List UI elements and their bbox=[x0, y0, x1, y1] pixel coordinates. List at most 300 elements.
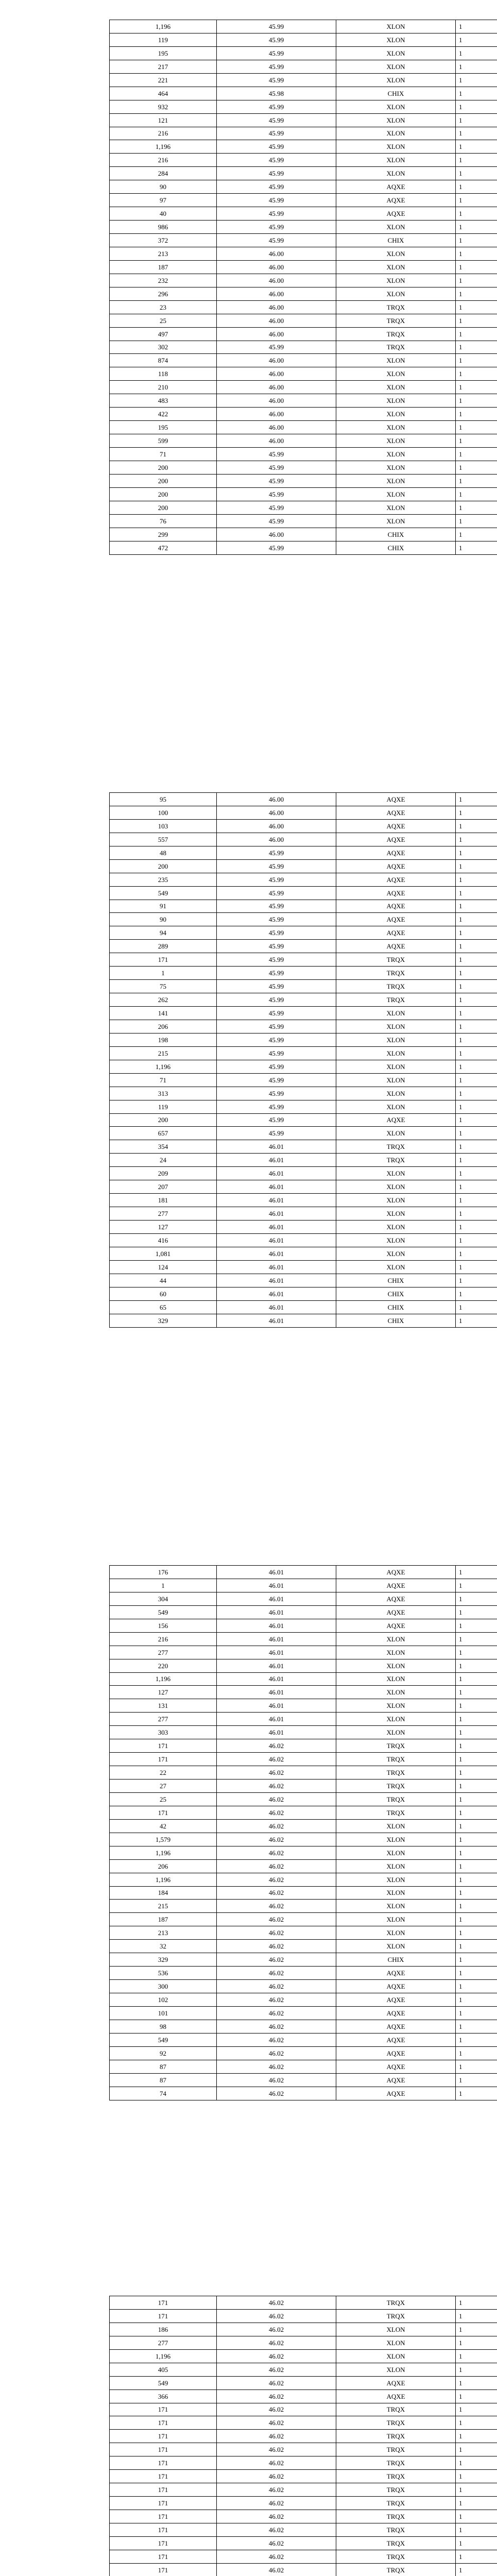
venue-cell: TRQX bbox=[336, 341, 456, 354]
time-cell: 1 bbox=[456, 1940, 497, 1953]
venue-cell: XLON bbox=[336, 1940, 456, 1953]
volume-cell: 289 bbox=[110, 940, 217, 953]
venue-cell: XLON bbox=[336, 434, 456, 448]
time-cell: 1 bbox=[456, 300, 497, 314]
price-cell: 45.99 bbox=[217, 1060, 336, 1073]
volume-cell: 599 bbox=[110, 434, 217, 448]
volume-cell: 329 bbox=[110, 1314, 217, 1327]
venue-cell: TRQX bbox=[336, 2563, 456, 2576]
transaction-row bbox=[110, 2073, 497, 2087]
transaction-row bbox=[110, 846, 497, 859]
venue-cell: TRQX bbox=[336, 1806, 456, 1819]
venue-cell: XLON bbox=[336, 287, 456, 300]
venue-cell: XLON bbox=[336, 20, 456, 33]
transaction-table-3 bbox=[109, 1565, 497, 2100]
price-cell: 45.98 bbox=[217, 87, 336, 100]
time-cell: 1 bbox=[456, 1980, 497, 1993]
volume-cell: 200 bbox=[110, 859, 217, 873]
volume-cell: 372 bbox=[110, 234, 217, 247]
time-cell: 1 bbox=[456, 1926, 497, 1940]
transaction-row bbox=[110, 940, 497, 953]
venue-cell: AQXE bbox=[336, 1619, 456, 1632]
venue-cell: AQXE bbox=[336, 940, 456, 953]
time-cell: 1 bbox=[456, 2073, 497, 2087]
volume-cell: 156 bbox=[110, 1619, 217, 1632]
transaction-row bbox=[110, 1632, 497, 1646]
venue-cell: XLON bbox=[336, 1672, 456, 1686]
volume-cell: 483 bbox=[110, 394, 217, 408]
time-cell: 1 bbox=[456, 113, 497, 127]
transaction-row bbox=[110, 501, 497, 514]
transaction-row bbox=[110, 1180, 497, 1194]
transaction-row bbox=[110, 2349, 497, 2363]
time-cell: 1 bbox=[456, 221, 497, 234]
transaction-row bbox=[110, 381, 497, 394]
time-cell: 1 bbox=[456, 1833, 497, 1846]
time-cell: 1 bbox=[456, 314, 497, 327]
time-cell: 1 bbox=[456, 1953, 497, 1967]
time-cell: 1 bbox=[456, 1859, 497, 1873]
price-cell: 46.02 bbox=[217, 1833, 336, 1846]
volume-cell: 874 bbox=[110, 354, 217, 367]
venue-cell: AQXE bbox=[336, 2060, 456, 2073]
time-cell: 1 bbox=[456, 1087, 497, 1100]
time-cell: 1 bbox=[456, 993, 497, 1007]
time-cell: 1 bbox=[456, 980, 497, 993]
venue-cell: XLON bbox=[336, 1194, 456, 1207]
venue-cell: XLON bbox=[336, 33, 456, 46]
volume-cell: 549 bbox=[110, 1605, 217, 1619]
price-cell: 45.99 bbox=[217, 1073, 336, 1087]
price-cell: 45.99 bbox=[217, 100, 336, 113]
time-cell: 1 bbox=[456, 2550, 497, 2563]
venue-cell: XLON bbox=[336, 60, 456, 73]
price-cell: 46.01 bbox=[217, 1672, 336, 1686]
venue-cell: AQXE bbox=[336, 2033, 456, 2046]
volume-cell: 200 bbox=[110, 474, 217, 487]
time-cell: 1 bbox=[456, 461, 497, 474]
price-cell: 46.02 bbox=[217, 1792, 336, 1806]
volume-cell: 95 bbox=[110, 793, 217, 806]
price-cell: 46.00 bbox=[217, 819, 336, 833]
venue-cell: XLON bbox=[336, 2336, 456, 2349]
time-cell: 1 bbox=[456, 448, 497, 461]
transaction-row bbox=[110, 993, 497, 1007]
time-cell: 1 bbox=[456, 1846, 497, 1859]
venue-cell: XLON bbox=[336, 1632, 456, 1646]
venue-cell: XLON bbox=[336, 1713, 456, 1726]
venue-cell: XLON bbox=[336, 514, 456, 528]
price-cell: 45.99 bbox=[217, 1087, 336, 1100]
volume-cell: 186 bbox=[110, 2323, 217, 2336]
transaction-row bbox=[110, 1579, 497, 1592]
price-cell: 45.99 bbox=[217, 20, 336, 33]
time-cell: 1 bbox=[456, 967, 497, 980]
price-cell: 46.02 bbox=[217, 2006, 336, 2020]
time-cell: 1 bbox=[456, 247, 497, 260]
price-cell: 46.02 bbox=[217, 1859, 336, 1873]
venue-cell: TRQX bbox=[336, 1753, 456, 1766]
venue-cell: TRQX bbox=[336, 2430, 456, 2443]
volume-cell: 213 bbox=[110, 247, 217, 260]
transaction-row bbox=[110, 1566, 497, 1579]
venue-cell: XLON bbox=[336, 1127, 456, 1140]
price-cell: 46.02 bbox=[217, 2389, 336, 2403]
time-cell: 1 bbox=[456, 1900, 497, 1913]
time-cell: 1 bbox=[456, 394, 497, 408]
venue-cell: CHIX bbox=[336, 1314, 456, 1327]
price-cell: 45.99 bbox=[217, 73, 336, 87]
time-cell: 1 bbox=[456, 408, 497, 421]
volume-cell: 206 bbox=[110, 1859, 217, 1873]
venue-cell: XLON bbox=[336, 461, 456, 474]
time-cell: 1 bbox=[456, 1579, 497, 1592]
volume-cell: 171 bbox=[110, 953, 217, 967]
price-cell: 45.99 bbox=[217, 980, 336, 993]
time-cell: 1 bbox=[456, 1566, 497, 1579]
volume-cell: 171 bbox=[110, 2536, 217, 2550]
time-cell: 1 bbox=[456, 1060, 497, 1073]
volume-cell: 216 bbox=[110, 1632, 217, 1646]
volume-cell: 176 bbox=[110, 1566, 217, 1579]
transaction-row bbox=[110, 1221, 497, 1234]
time-cell: 1 bbox=[456, 528, 497, 541]
venue-cell: XLON bbox=[336, 421, 456, 434]
transaction-row bbox=[110, 2483, 497, 2497]
transaction-row bbox=[110, 1686, 497, 1699]
volume-cell: 171 bbox=[110, 2296, 217, 2310]
price-cell: 45.99 bbox=[217, 1033, 336, 1046]
price-cell: 46.01 bbox=[217, 1247, 336, 1260]
volume-cell: 75 bbox=[110, 980, 217, 993]
price-cell: 45.99 bbox=[217, 886, 336, 900]
venue-cell: XLON bbox=[336, 1060, 456, 1073]
transaction-row bbox=[110, 873, 497, 886]
venue-cell: AQXE bbox=[336, 207, 456, 221]
volume-cell: 416 bbox=[110, 1233, 217, 1247]
venue-cell: XLON bbox=[336, 2349, 456, 2363]
time-cell: 1 bbox=[456, 1007, 497, 1020]
transaction-row bbox=[110, 46, 497, 60]
price-cell: 45.99 bbox=[217, 993, 336, 1007]
venue-cell: XLON bbox=[336, 113, 456, 127]
volume-cell: 187 bbox=[110, 260, 217, 274]
venue-cell: TRQX bbox=[336, 314, 456, 327]
venue-cell: XLON bbox=[336, 1833, 456, 1846]
transaction-row bbox=[110, 793, 497, 806]
time-cell: 1 bbox=[456, 846, 497, 859]
price-cell: 46.01 bbox=[217, 1207, 336, 1221]
volume-cell: 94 bbox=[110, 926, 217, 940]
transaction-row bbox=[110, 1592, 497, 1605]
transaction-row bbox=[110, 2376, 497, 2389]
price-cell: 46.02 bbox=[217, 2087, 336, 2100]
time-cell: 1 bbox=[456, 1967, 497, 1980]
transaction-row bbox=[110, 1207, 497, 1221]
volume-cell: 1,579 bbox=[110, 1833, 217, 1846]
price-cell: 46.00 bbox=[217, 381, 336, 394]
transaction-row bbox=[110, 1873, 497, 1886]
volume-cell: 1,196 bbox=[110, 20, 217, 33]
price-cell: 46.00 bbox=[217, 300, 336, 314]
venue-cell: AQXE bbox=[336, 2020, 456, 2033]
venue-cell: TRQX bbox=[336, 2309, 456, 2323]
transaction-row bbox=[110, 1766, 497, 1780]
volume-cell: 24 bbox=[110, 1154, 217, 1167]
venue-cell: TRQX bbox=[336, 1154, 456, 1167]
volume-cell: 102 bbox=[110, 1993, 217, 2007]
price-cell: 46.01 bbox=[217, 1592, 336, 1605]
volume-cell: 536 bbox=[110, 1967, 217, 1980]
time-cell: 1 bbox=[456, 2416, 497, 2430]
transaction-row bbox=[110, 900, 497, 913]
volume-cell: 329 bbox=[110, 1953, 217, 1967]
price-cell: 45.99 bbox=[217, 501, 336, 514]
time-cell: 1 bbox=[456, 60, 497, 73]
volume-cell: 213 bbox=[110, 1926, 217, 1940]
price-cell: 46.02 bbox=[217, 1819, 336, 1833]
price-cell: 45.99 bbox=[217, 127, 336, 140]
venue-cell: XLON bbox=[336, 1247, 456, 1260]
time-cell: 1 bbox=[456, 1753, 497, 1766]
time-cell: 1 bbox=[456, 913, 497, 926]
transaction-row bbox=[110, 327, 497, 341]
price-cell: 46.00 bbox=[217, 408, 336, 421]
transaction-row bbox=[110, 474, 497, 487]
venue-cell: XLON bbox=[336, 1900, 456, 1913]
time-cell: 1 bbox=[456, 2403, 497, 2416]
price-cell: 46.02 bbox=[217, 1940, 336, 1953]
price-cell: 45.99 bbox=[217, 953, 336, 967]
volume-cell: 92 bbox=[110, 2046, 217, 2060]
transaction-row bbox=[110, 234, 497, 247]
venue-cell: XLON bbox=[336, 1180, 456, 1194]
venue-cell: AQXE bbox=[336, 2087, 456, 2100]
venue-cell: TRQX bbox=[336, 2536, 456, 2550]
time-cell: 1 bbox=[456, 1127, 497, 1140]
venue-cell: XLON bbox=[336, 247, 456, 260]
transaction-row bbox=[110, 314, 497, 327]
time-cell: 1 bbox=[456, 873, 497, 886]
price-cell: 45.99 bbox=[217, 967, 336, 980]
transaction-row bbox=[110, 859, 497, 873]
volume-cell: 48 bbox=[110, 846, 217, 859]
transaction-row bbox=[110, 806, 497, 819]
transaction-row bbox=[110, 1274, 497, 1287]
venue-cell: XLON bbox=[336, 1221, 456, 1234]
venue-cell: AQXE bbox=[336, 806, 456, 819]
time-cell: 1 bbox=[456, 1699, 497, 1713]
time-cell: 1 bbox=[456, 474, 497, 487]
venue-cell: CHIX bbox=[336, 541, 456, 554]
price-cell: 46.01 bbox=[217, 1194, 336, 1207]
price-cell: 46.00 bbox=[217, 833, 336, 846]
transaction-row bbox=[110, 528, 497, 541]
transaction-row bbox=[110, 1233, 497, 1247]
time-cell: 1 bbox=[456, 1140, 497, 1154]
transaction-row bbox=[110, 341, 497, 354]
venue-cell: XLON bbox=[336, 1007, 456, 1020]
price-cell: 46.00 bbox=[217, 327, 336, 341]
price-cell: 46.02 bbox=[217, 2523, 336, 2536]
venue-cell: XLON bbox=[336, 1926, 456, 1940]
price-cell: 46.02 bbox=[217, 2349, 336, 2363]
time-cell: 1 bbox=[456, 2456, 497, 2470]
price-cell: 45.99 bbox=[217, 180, 336, 194]
time-cell: 1 bbox=[456, 100, 497, 113]
volume-cell: 171 bbox=[110, 1753, 217, 1766]
transaction-row bbox=[110, 287, 497, 300]
time-cell: 1 bbox=[456, 2523, 497, 2536]
venue-cell: AQXE bbox=[336, 859, 456, 873]
volume-cell: 171 bbox=[110, 2510, 217, 2523]
venue-cell: TRQX bbox=[336, 1766, 456, 1780]
transaction-row bbox=[110, 2323, 497, 2336]
time-cell: 1 bbox=[456, 1073, 497, 1087]
time-cell: 1 bbox=[456, 1819, 497, 1833]
venue-cell: XLON bbox=[336, 1033, 456, 1046]
time-cell: 1 bbox=[456, 1806, 497, 1819]
price-cell: 46.02 bbox=[217, 1780, 336, 1793]
venue-cell: XLON bbox=[336, 1073, 456, 1087]
volume-cell: 195 bbox=[110, 421, 217, 434]
time-cell: 1 bbox=[456, 194, 497, 207]
time-cell: 1 bbox=[456, 1659, 497, 1672]
price-cell: 45.99 bbox=[217, 846, 336, 859]
time-cell: 1 bbox=[456, 1646, 497, 1659]
venue-cell: XLON bbox=[336, 448, 456, 461]
venue-cell: TRQX bbox=[336, 2296, 456, 2310]
transaction-row bbox=[110, 274, 497, 287]
venue-cell: TRQX bbox=[336, 1780, 456, 1793]
transaction-row bbox=[110, 448, 497, 461]
transaction-row bbox=[110, 20, 497, 33]
time-cell: 1 bbox=[456, 2443, 497, 2456]
transaction-row bbox=[110, 2510, 497, 2523]
volume-cell: 200 bbox=[110, 487, 217, 501]
time-cell: 1 bbox=[456, 1221, 497, 1234]
price-cell: 46.01 bbox=[217, 1167, 336, 1180]
price-cell: 46.02 bbox=[217, 1926, 336, 1940]
transaction-row bbox=[110, 1886, 497, 1900]
transaction-row bbox=[110, 167, 497, 180]
time-cell: 1 bbox=[456, 886, 497, 900]
price-cell: 46.01 bbox=[217, 1605, 336, 1619]
volume-cell: 25 bbox=[110, 314, 217, 327]
transaction-row bbox=[110, 408, 497, 421]
price-cell: 46.00 bbox=[217, 806, 336, 819]
volume-cell: 42 bbox=[110, 1819, 217, 1833]
volume-cell: 1,196 bbox=[110, 1672, 217, 1686]
transaction-row bbox=[110, 2563, 497, 2576]
transaction-row bbox=[110, 1007, 497, 1020]
volume-cell: 1,196 bbox=[110, 1060, 217, 1073]
time-cell: 1 bbox=[456, 1886, 497, 1900]
venue-cell: XLON bbox=[336, 1659, 456, 1672]
volume-cell: 200 bbox=[110, 1113, 217, 1127]
transaction-row bbox=[110, 1780, 497, 1793]
transaction-row bbox=[110, 1073, 497, 1087]
time-cell: 1 bbox=[456, 793, 497, 806]
transaction-row bbox=[110, 2550, 497, 2563]
transaction-row bbox=[110, 1619, 497, 1632]
volume-cell: 171 bbox=[110, 2456, 217, 2470]
price-cell: 45.99 bbox=[217, 859, 336, 873]
transaction-row bbox=[110, 2416, 497, 2430]
transaction-row bbox=[110, 2456, 497, 2470]
venue-cell: AQXE bbox=[336, 833, 456, 846]
price-cell: 46.02 bbox=[217, 2483, 336, 2497]
price-cell: 46.02 bbox=[217, 2020, 336, 2033]
time-cell: 1 bbox=[456, 2323, 497, 2336]
venue-cell: TRQX bbox=[336, 2523, 456, 2536]
time-cell: 1 bbox=[456, 2510, 497, 2523]
price-cell: 46.02 bbox=[217, 1993, 336, 2007]
transaction-row bbox=[110, 73, 497, 87]
price-cell: 46.02 bbox=[217, 2497, 336, 2510]
transaction-row bbox=[110, 833, 497, 846]
venue-cell: AQXE bbox=[336, 846, 456, 859]
volume-cell: 215 bbox=[110, 1900, 217, 1913]
volume-cell: 216 bbox=[110, 154, 217, 167]
venue-cell: XLON bbox=[336, 1886, 456, 1900]
volume-cell: 277 bbox=[110, 1646, 217, 1659]
venue-cell: XLON bbox=[336, 154, 456, 167]
time-cell: 1 bbox=[456, 2483, 497, 2497]
venue-cell: XLON bbox=[336, 1020, 456, 1033]
venue-cell: XLON bbox=[336, 408, 456, 421]
time-cell: 1 bbox=[456, 541, 497, 554]
time-cell: 1 bbox=[456, 1260, 497, 1274]
venue-cell: XLON bbox=[336, 1207, 456, 1221]
venue-cell: TRQX bbox=[336, 2550, 456, 2563]
transaction-row bbox=[110, 1806, 497, 1819]
price-cell: 45.99 bbox=[217, 474, 336, 487]
venue-cell: AQXE bbox=[336, 913, 456, 926]
venue-cell: CHIX bbox=[336, 1953, 456, 1967]
volume-cell: 303 bbox=[110, 1726, 217, 1739]
volume-cell: 1 bbox=[110, 1579, 217, 1592]
time-cell: 1 bbox=[456, 2296, 497, 2310]
transaction-row bbox=[110, 1033, 497, 1046]
price-cell: 46.01 bbox=[217, 1659, 336, 1672]
price-cell: 46.01 bbox=[217, 1726, 336, 1739]
time-cell: 1 bbox=[456, 1686, 497, 1699]
volume-cell: 1,196 bbox=[110, 1846, 217, 1859]
transaction-row bbox=[110, 2296, 497, 2310]
transaction-row bbox=[110, 140, 497, 154]
venue-cell: TRQX bbox=[336, 2483, 456, 2497]
volume-cell: 405 bbox=[110, 2363, 217, 2376]
venue-cell: XLON bbox=[336, 167, 456, 180]
volume-cell: 65 bbox=[110, 1300, 217, 1314]
venue-cell: XLON bbox=[336, 1913, 456, 1926]
time-cell: 1 bbox=[456, 354, 497, 367]
volume-cell: 71 bbox=[110, 448, 217, 461]
price-cell: 46.02 bbox=[217, 1846, 336, 1859]
price-cell: 46.01 bbox=[217, 1713, 336, 1726]
time-cell: 1 bbox=[456, 180, 497, 194]
transaction-row bbox=[110, 1672, 497, 1686]
time-cell: 1 bbox=[456, 260, 497, 274]
price-cell: 46.01 bbox=[217, 1140, 336, 1154]
volume-cell: 220 bbox=[110, 1659, 217, 1672]
transaction-row bbox=[110, 1167, 497, 1180]
volume-cell: 91 bbox=[110, 900, 217, 913]
price-cell: 46.02 bbox=[217, 2363, 336, 2376]
volume-cell: 207 bbox=[110, 1180, 217, 1194]
price-cell: 45.99 bbox=[217, 514, 336, 528]
